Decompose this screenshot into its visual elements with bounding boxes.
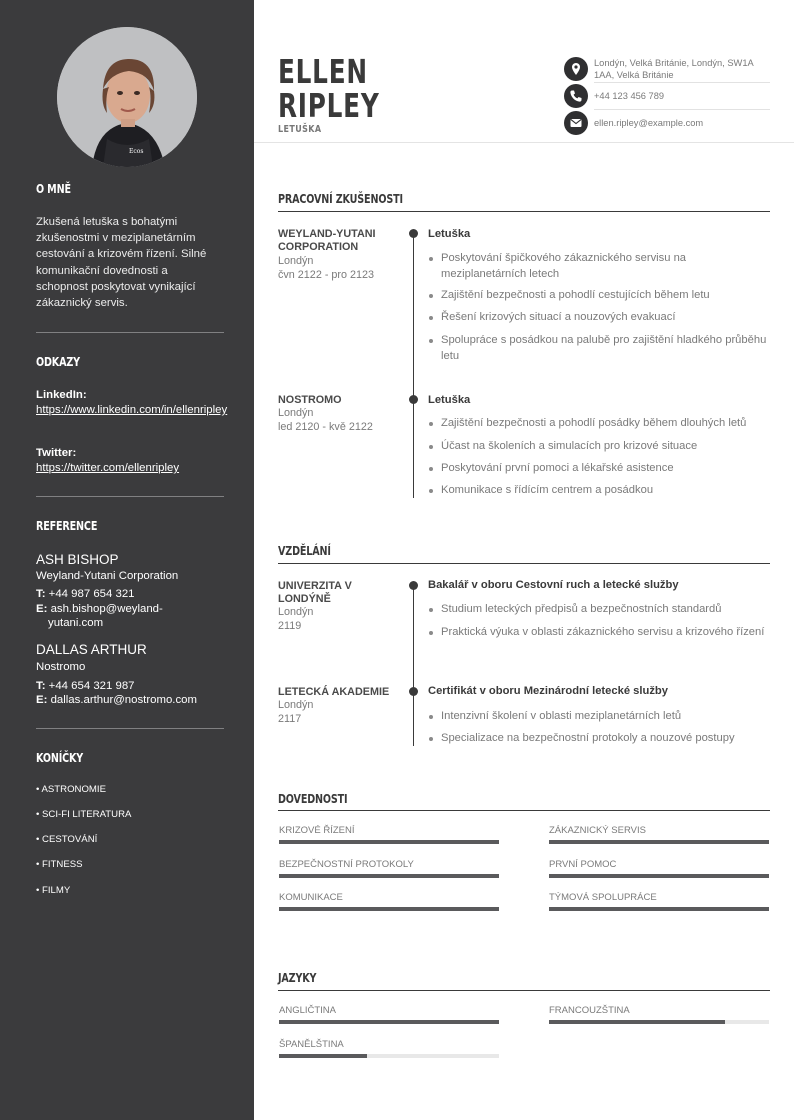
skill-label: PRVNÍ POMOC <box>549 859 617 870</box>
skill-bar <box>549 874 769 878</box>
contact-address: Londýn, Velká Británie, Londýn, SW1A 1AA, Velká Británie <box>594 58 754 80</box>
divider <box>36 496 224 497</box>
skill-label: KRIZOVÉ ŘÍZENÍ <box>279 825 355 836</box>
skill-level <box>279 874 499 878</box>
language-label: FRANCOUZŠTINA <box>549 1005 630 1016</box>
skill-label: TÝMOVÁ SPOLUPRÁCE <box>549 892 657 903</box>
language-level <box>279 1020 499 1024</box>
skill-bar <box>279 874 499 878</box>
degree-title: Certifikát v oboru Mezinárodní letecké služby <box>428 685 668 697</box>
education-bullet: Intenzivní školení v oblasti meziplanetárních letů <box>441 709 771 725</box>
timeline-dot <box>409 581 418 590</box>
education-bullet: Praktická výuka v oblasti zákaznického servisu a krizového řízení <box>441 625 771 641</box>
skill-label: KOMUNIKACE <box>279 892 343 903</box>
skill-bar <box>279 840 499 844</box>
phone-icon <box>564 84 588 108</box>
language-level <box>279 1054 367 1058</box>
school-location: Londýn <box>278 606 314 618</box>
sidebar <box>0 0 254 1120</box>
school-name: LETECKÁ AKADEMIE <box>278 686 390 698</box>
language-bar <box>279 1054 499 1058</box>
job-bullet: Zajištění bezpečnosti a pohodlí posádky během dlouhých letů <box>441 416 771 432</box>
about-title: O MNĚ <box>36 182 71 196</box>
section-rule <box>278 990 770 991</box>
divider <box>594 82 770 83</box>
portrait-image <box>57 27 197 167</box>
reference-name: DALLAS ARTHUR <box>36 642 147 657</box>
job-dates: čvn 2122 - pro 2123 <box>278 269 375 281</box>
hobby-item: • FITNESS <box>36 859 83 870</box>
contact-phone: +44 123 456 789 <box>594 91 665 101</box>
timeline-dot <box>409 395 418 404</box>
reference-company: Weyland-Yutani Corporation <box>36 570 179 582</box>
skill-bar <box>549 840 769 844</box>
education-bullet: Specializace na bezpečnostní protokoly a nouzové postupy <box>441 731 771 747</box>
language-bar <box>279 1020 499 1024</box>
job-dates: led 2120 - kvě 2122 <box>278 421 373 433</box>
skill-label: ZÁKAZNICKÝ SERVIS <box>549 825 646 836</box>
email-prefix: E: <box>36 694 48 706</box>
reference-phone <box>36 587 135 601</box>
skill-bar <box>279 907 499 911</box>
timeline <box>413 234 414 498</box>
job-role: Letuška <box>428 394 471 406</box>
skill-level <box>549 874 769 878</box>
language-label: ŠPANĚLŠTINA <box>279 1039 344 1050</box>
phone-prefix: T: <box>36 588 46 600</box>
job-organization: WEYLAND-YUTANI CORPORATION <box>278 228 376 253</box>
language-label: ANGLIČTINA <box>279 1005 337 1016</box>
contact-email: ellen.ripley@example.com <box>594 118 704 128</box>
timeline-dot <box>409 229 418 238</box>
skill-level <box>549 840 769 844</box>
section-rule <box>278 563 770 564</box>
degree-title: Bakalář v oboru Cestovní ruch a letecké služby <box>428 579 679 591</box>
skill-bar <box>549 907 769 911</box>
languages-title: JAZYKY <box>278 971 317 985</box>
hobby-item: • ASTRONOMIE <box>36 784 106 795</box>
about-text: Zkušená letuška s bohatými zkušenostmi v meziplanetárním cestování a krizovém řízení. Silné komunikační dovednosti a schopnost poskytovat vynikající zákaznický servis. <box>36 216 207 310</box>
job-bullet: Účast na školeních a simulacích pro krizové situace <box>441 439 771 455</box>
reference-email <box>36 693 197 707</box>
divider <box>36 728 224 729</box>
divider <box>36 332 224 333</box>
language-level <box>549 1020 725 1024</box>
profile-photo <box>57 27 197 167</box>
job-role: Letuška <box>428 228 471 240</box>
phone-prefix: T: <box>36 680 46 692</box>
job-bullet: Řešení krizových situací a nouzových evakuací <box>441 310 771 326</box>
job-title: LETUŠKA <box>278 124 322 135</box>
reference-name: ASH BISHOP <box>36 552 119 567</box>
section-rule <box>278 810 770 811</box>
reference-email <box>36 602 186 630</box>
email-prefix: E: <box>36 603 48 615</box>
hobby-item: • SCI-FI LITERATURA <box>36 809 132 820</box>
job-bullet: Spolupráce s posádkou na palubě pro zajištění hladkého průběhu letu <box>441 333 771 364</box>
language-bar <box>549 1020 769 1024</box>
timeline <box>413 585 414 746</box>
education-title: VZDĚLÁNÍ <box>278 544 331 558</box>
hobbies-title: KONÍČKY <box>36 751 84 765</box>
email-value: dallas.arthur@nostromo.com <box>50 694 197 706</box>
linkedin-link[interactable]: https://www.linkedin.com/in/ellenripley <box>36 404 228 416</box>
phone-value: +44 987 654 321 <box>48 588 135 600</box>
school-location: Londýn <box>278 699 314 711</box>
school-year: 2117 <box>278 713 302 725</box>
experience-title: PRACOVNÍ ZKUŠENOSTI <box>278 192 403 206</box>
twitter-link[interactable]: https://twitter.com/ellenripley <box>36 462 180 474</box>
school-year: 2119 <box>278 620 302 632</box>
divider <box>594 109 770 110</box>
job-bullet: Komunikace s řídícím centrem a posádkou <box>441 483 771 499</box>
education-bullet: Studium leteckých předpisů a bezpečnostních standardů <box>441 602 771 618</box>
job-bullet: Zajištění bezpečnosti a pohodlí cestujících během letu <box>441 288 771 304</box>
links-title: ODKAZY <box>36 355 80 369</box>
skill-level <box>279 840 499 844</box>
job-bullet: Poskytování špičkového zákaznického servisu na meziplanetárních letech <box>441 251 771 282</box>
reference-phone <box>36 679 135 693</box>
skill-level <box>549 907 769 911</box>
job-location: Londýn <box>278 255 314 267</box>
references-title: REFERENCE <box>36 519 98 533</box>
first-name: ELLEN <box>278 52 368 91</box>
phone-value: +44 654 321 987 <box>48 680 135 692</box>
job-organization: NOSTROMO <box>278 394 342 406</box>
linkedin-label: LinkedIn: <box>36 389 87 401</box>
job-bullet: Poskytování první pomoci a lékařské asistence <box>441 461 771 477</box>
email-icon <box>564 111 588 135</box>
timeline-dot <box>409 687 418 696</box>
section-rule <box>278 211 770 212</box>
school-name: UNIVERZITA V LONDÝNĚ <box>278 580 352 605</box>
header-divider <box>254 142 794 143</box>
job-location: Londýn <box>278 407 314 419</box>
hobby-item: • CESTOVÁNÍ <box>36 834 98 845</box>
skill-level <box>279 907 499 911</box>
location-pin-icon <box>564 57 588 81</box>
twitter-label: Twitter: <box>36 447 77 459</box>
hobby-item: • FILMY <box>36 885 71 896</box>
reference-company: Nostromo <box>36 661 86 673</box>
email-value: ash.bishop@weyland-yutani.com <box>48 603 163 629</box>
svg-text:Ecos: Ecos <box>129 148 144 155</box>
skills-title: DOVEDNOSTI <box>278 792 348 806</box>
skill-label: BEZPEČNOSTNÍ PROTOKOLY <box>279 859 414 870</box>
last-name: RIPLEY <box>278 86 380 125</box>
